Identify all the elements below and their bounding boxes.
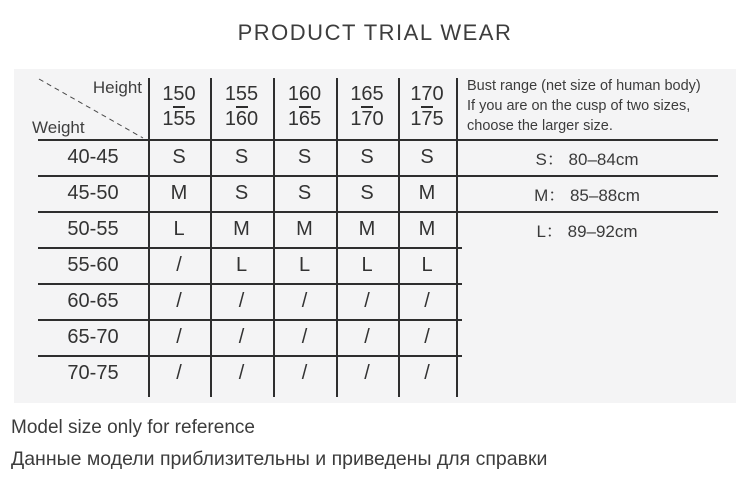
grid-line-horizontal: [38, 211, 718, 213]
size-cell: M: [170, 181, 188, 204]
height-header-165-170: [336, 75, 398, 139]
size-cell: /: [364, 325, 370, 348]
size-cell: /: [176, 289, 182, 312]
height-bottom: 175: [410, 108, 444, 130]
height-header-150-155: [148, 75, 210, 139]
size-cell: /: [176, 253, 182, 276]
grid-line-vertical: [398, 78, 400, 397]
weight-row-label: 40-45: [67, 145, 119, 168]
size-cell: L: [298, 253, 311, 276]
height-axis-label: Height: [92, 78, 142, 97]
size-cell: /: [424, 361, 430, 384]
height-top: 155: [224, 83, 259, 105]
size-cell: S: [234, 145, 249, 168]
size-cell: S: [420, 145, 434, 168]
bust-note-line: Bust range (net size of human body): [467, 78, 701, 94]
size-cell: /: [301, 361, 308, 384]
bust-range-m: M： 85–88cm: [534, 185, 640, 205]
height-header-170-175: [398, 75, 456, 139]
size-cell: /: [301, 289, 308, 312]
height-bottom: 160: [224, 108, 259, 130]
bust-range-l: L： 89–92cm: [536, 221, 638, 241]
grid-line-horizontal: [38, 175, 718, 177]
size-cell: S: [297, 145, 312, 168]
grid-line-vertical: [456, 78, 458, 397]
footer-notes: [11, 417, 547, 471]
size-cell: S: [234, 181, 249, 204]
height-bottom: 170: [350, 108, 384, 130]
grid-line-vertical: [148, 78, 150, 397]
height-top: 150: [162, 83, 196, 105]
size-cell: M: [233, 217, 250, 240]
size-cell: /: [364, 361, 370, 384]
weight-row-label: 60-65: [67, 289, 119, 312]
size-cell: /: [301, 325, 308, 348]
grid-line-horizontal: [38, 139, 718, 141]
height-header-155-160: [210, 75, 273, 139]
size-cell: /: [424, 289, 430, 312]
height-header-160-165: [273, 75, 336, 139]
weight-row-label: 70-75: [67, 361, 119, 384]
size-chart-panel: [14, 69, 736, 403]
footer-note-ru: Данные модели приблизительны и приведены для справки: [11, 448, 548, 470]
size-cell: M: [358, 217, 376, 240]
size-cell: L: [421, 253, 433, 276]
height-bottom: 155: [162, 108, 196, 130]
corner-cell: [32, 75, 148, 139]
size-cell: M: [418, 217, 436, 240]
grid-line-vertical: [273, 78, 275, 397]
size-cell: S: [297, 181, 312, 204]
bust-note: [467, 76, 732, 136]
size-cell: /: [238, 289, 245, 312]
height-top: 165: [350, 83, 384, 105]
height-bottom: 165: [287, 108, 322, 130]
size-cell: /: [176, 361, 182, 384]
grid-line-vertical: [210, 78, 212, 397]
footer-note-en: Model size only for reference: [11, 417, 255, 438]
height-top: 160: [287, 83, 322, 105]
bust-note-line: choose the larger size.: [467, 118, 613, 134]
size-cell: M: [418, 181, 436, 204]
size-cell: S: [172, 145, 186, 168]
size-cell: S: [360, 181, 374, 204]
size-cell: M: [296, 217, 313, 240]
size-cell: L: [235, 253, 248, 276]
weight-row-label: 65-70: [67, 325, 119, 348]
size-cell: S: [360, 145, 374, 168]
size-cell: /: [424, 325, 430, 348]
height-top: 170: [410, 83, 444, 105]
size-cell: /: [176, 325, 182, 348]
weight-row-label: 50-55: [67, 217, 119, 240]
weight-axis-label: Weight: [32, 118, 85, 137]
size-cell: /: [238, 361, 245, 384]
size-cell: /: [364, 289, 370, 312]
grid-line-vertical: [336, 78, 338, 397]
size-cell: /: [238, 325, 245, 348]
page-title: PRODUCT TRIAL WEAR: [237, 20, 513, 45]
bust-range-s: S： 80–84cm: [535, 149, 639, 169]
weight-row-label: 45-50: [67, 181, 119, 204]
weight-row-label: 55-60: [67, 253, 119, 276]
bust-note-line: If you are on the cusp of two sizes,: [467, 98, 691, 114]
size-cell: L: [173, 217, 185, 240]
size-cell: L: [361, 253, 373, 276]
